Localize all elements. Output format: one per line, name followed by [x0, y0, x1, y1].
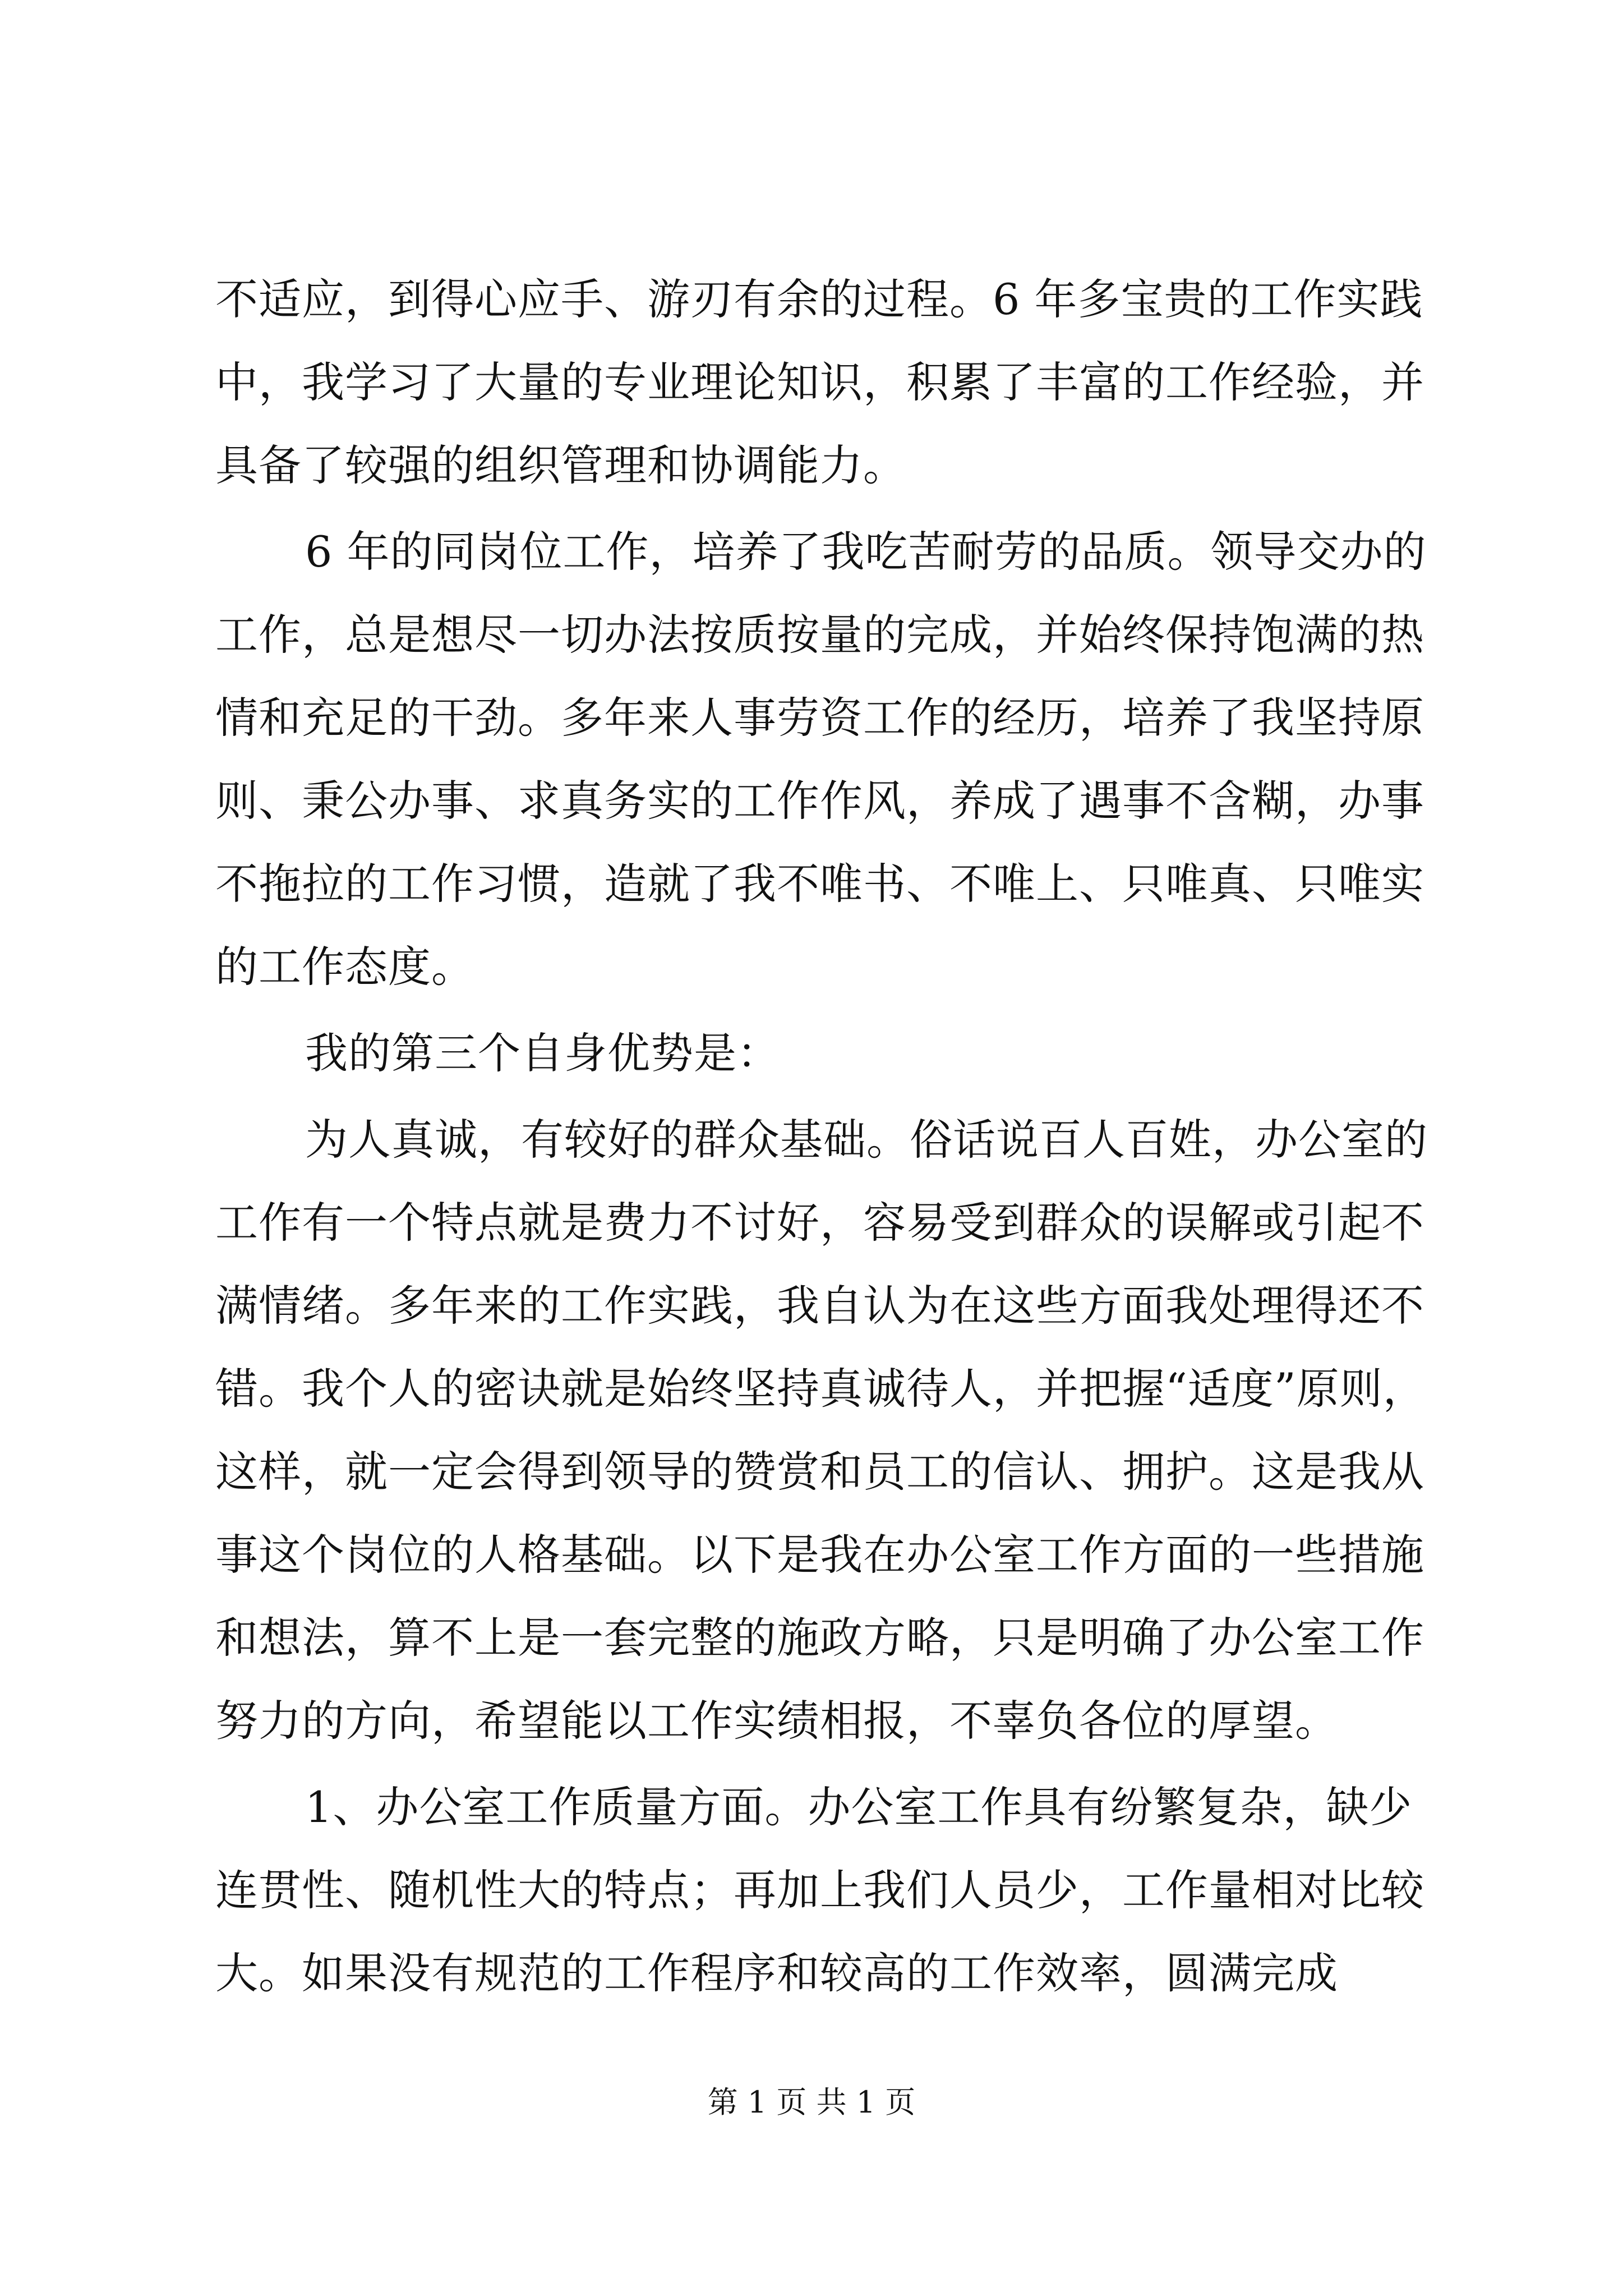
paragraph-first-line: 为人真诚，有较好的群众基础。俗话说百人百姓，办公室的 — [305, 1115, 1428, 1165]
text-line: 错。我个人的密诀就是始终坚持真诚待人，并把握“适度”原则， — [215, 1364, 1426, 1414]
text-line: 大。如果没有规范的工作程序和较高的工作效率，圆满完成 — [215, 1948, 1338, 1998]
text-line: 的工作态度。 — [215, 942, 474, 992]
text-line: 事这个岗位的人格基础。以下是我在办公室工作方面的一些措施 — [215, 1530, 1424, 1580]
text-line: 努力的方向，希望能以工作实绩相报，不辜负各位的厚望。 — [215, 1696, 1338, 1746]
text-line: 中，我学习了大量的专业理论知识，积累了丰富的工作经验，并 — [215, 357, 1424, 407]
text-line: 不拖拉的工作习惯，造就了我不唯书、不唯上、只唯真、只唯实 — [215, 859, 1424, 909]
paragraph-first-line: 1、办公室工作质量方面。办公室工作具有纷繁复杂，缺少 — [305, 1782, 1413, 1832]
text-line: 不适应，到得心应手、游刃有余的过程。6 年多宝贵的工作实践 — [215, 274, 1423, 324]
paragraph-first-line: 我的第三个自身优势是： — [305, 1028, 780, 1078]
text-line: 工作，总是想尽一切办法按质按量的完成，并始终保持饱满的热 — [215, 610, 1424, 660]
text-line: 连贯性、随机性大的特点；再加上我们人员少，工作量相对比较 — [215, 1865, 1424, 1915]
body-text — [215, 258, 1428, 2015]
text-line: 情和充足的干劲。多年来人事劳资工作的经历，培养了我坚持原 — [215, 693, 1424, 743]
page-footer: 第 1 页 共 1 页 — [707, 2085, 916, 2120]
text-line: 工作有一个特点就是费力不讨好，容易受到群众的误解或引起不 — [215, 1198, 1424, 1248]
text-line: 具备了较强的组织管理和协调能力。 — [215, 440, 906, 490]
text-line: 满情绪。多年来的工作实践，我自认为在这些方面我处理得还不 — [215, 1281, 1424, 1331]
paragraph-first-line: 6 年的同岗位工作，培养了我吃苦耐劳的品质。领导交办的 — [305, 527, 1427, 577]
text-line: 这样，就一定会得到领导的赞赏和员工的信认、拥护。这是我从 — [215, 1447, 1424, 1497]
text-line: 则、秉公办事、求真务实的工作作风，养成了遇事不含糊，办事 — [215, 776, 1424, 826]
text-line: 和想法，算不上是一套完整的施政方略，只是明确了办公室工作 — [215, 1613, 1424, 1663]
